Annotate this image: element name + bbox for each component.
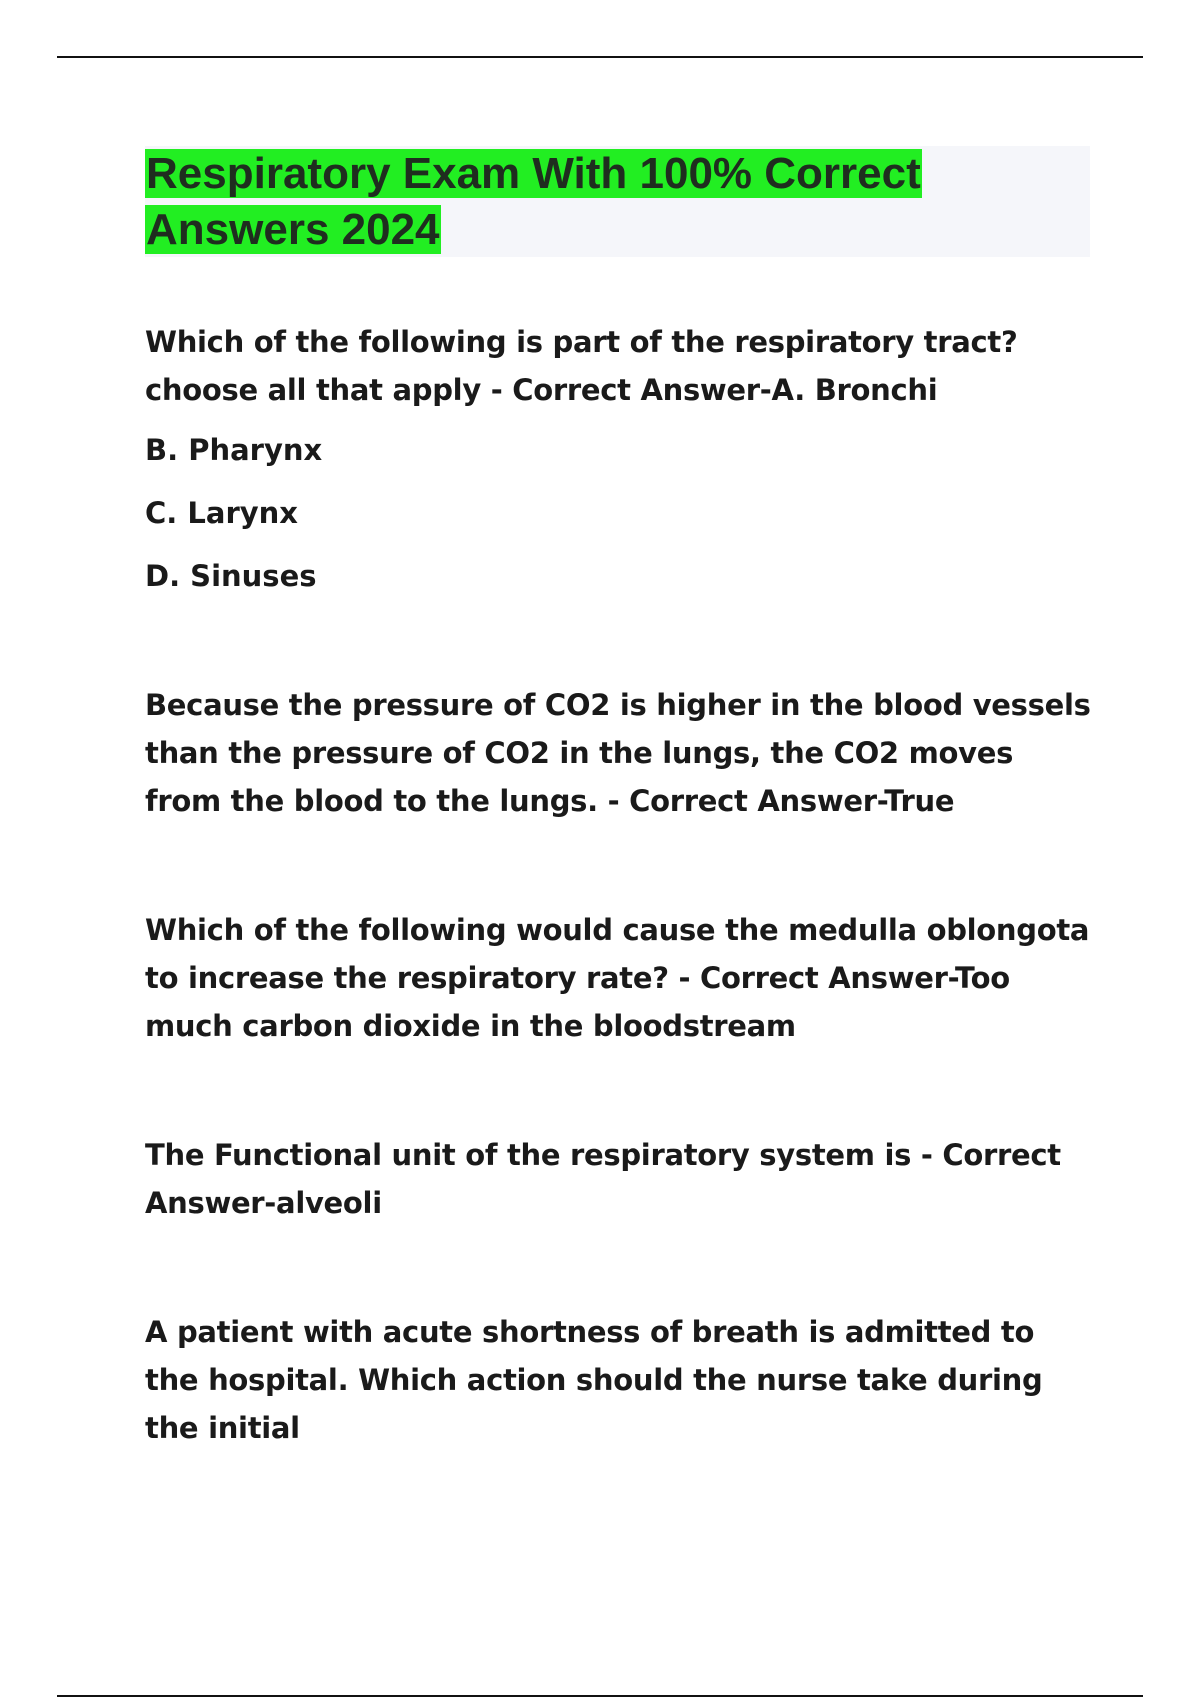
question-text: The Functional unit of the respiratory system is - Correct Answer-alveoli: [145, 1138, 1061, 1220]
header-rule: [57, 56, 1143, 58]
question-3: [145, 906, 1095, 1050]
title-line-2: Answers 2024: [146, 205, 440, 254]
answer-option: B. Pharynx: [145, 433, 323, 467]
title-line-1: Respiratory Exam With 100% Correct: [146, 149, 921, 198]
question-text: Which of the following is part of the respiratory tract? choose all that apply - Correct Answer-A. Bronchi: [145, 325, 1018, 407]
answer-option: C. Larynx: [145, 496, 299, 530]
question-list: [145, 318, 1095, 1452]
question-4: [145, 1131, 1095, 1227]
answer-option: D. Sinuses: [145, 559, 317, 593]
title-block: [145, 146, 1090, 257]
question-text: Because the pressure of CO2 is higher in the blood vessels than the pressure of CO2 in the lungs, the CO2 moves from the blood to the lungs. - Correct Answer-True: [145, 688, 1091, 818]
question-2: [145, 681, 1095, 825]
question-text: A patient with acute shortness of breath is admitted to the hospital. Which action should the nurse take during the initial: [145, 1315, 1043, 1445]
question-5: [145, 1308, 1095, 1452]
footer-rule: [57, 1695, 1143, 1697]
question-text: Which of the following would cause the medulla oblongota to increase the respiratory rate? - Correct Answer-Too much carbon dioxide in the bloodstream: [145, 913, 1090, 1043]
question-1: [145, 318, 1095, 600]
document-title: [145, 146, 1025, 258]
